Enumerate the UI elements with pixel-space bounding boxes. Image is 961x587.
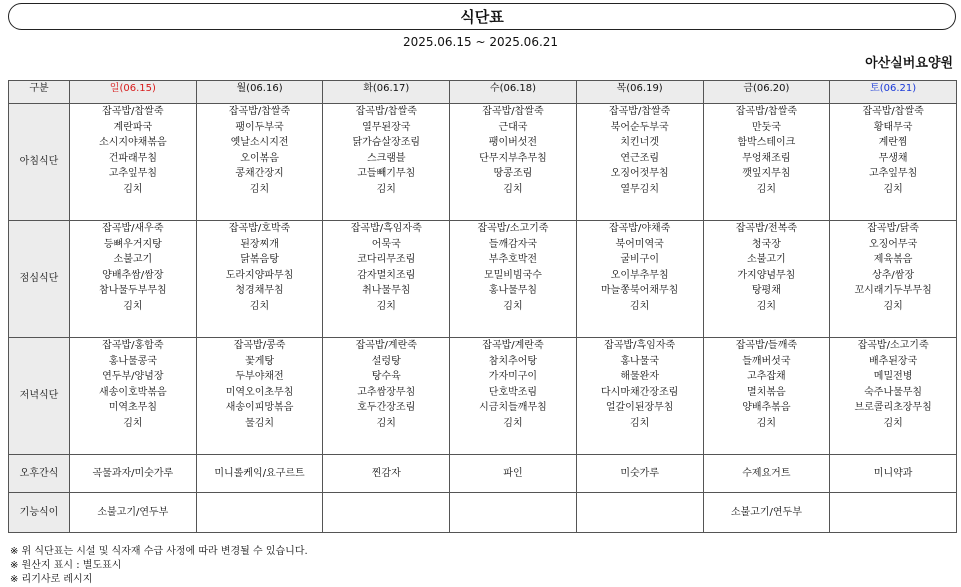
menu-item: 홍나물무침: [488, 285, 538, 296]
header-row: [9, 81, 957, 104]
day-header-sun: 일(06.15): [70, 81, 197, 104]
organization-name: 아산실버요양원: [865, 56, 953, 71]
menu-item: 잡곡밥/소고기죽: [857, 340, 929, 351]
menu-item: 양배추쌈/쌈장: [102, 269, 164, 281]
menu-cell: [703, 221, 830, 338]
menu-item: 스크램블: [366, 152, 406, 164]
menu-item: 파인: [503, 467, 523, 479]
menu-item: 꽃게탕: [245, 355, 275, 367]
menu-item: 홍나물국: [620, 355, 659, 367]
menu-cell: [450, 338, 577, 455]
menu-item: 얼갈이된장무침: [605, 402, 674, 413]
dinner-row: [9, 338, 957, 455]
menu-item: 건파래무침: [108, 152, 157, 164]
menu-item: 김치: [376, 417, 396, 429]
menu-item: 오이부추무침: [610, 269, 669, 281]
menu-item: 김치: [123, 417, 143, 429]
menu-item: 북어미역국: [615, 238, 664, 250]
menu-item: 꼬시래기두부무침: [854, 285, 932, 296]
menu-item: 고추잎무침: [868, 168, 918, 179]
menu-item: 소시지야채볶음: [99, 137, 167, 148]
row-label: 저녁식단: [9, 338, 70, 455]
menu-cell: [323, 338, 450, 455]
menu-item: 잡곡밥/찹쌀죽: [355, 106, 417, 117]
menu-item: 땅콩조림: [493, 168, 533, 179]
breakfast-row: [9, 104, 957, 221]
footnotes: [10, 545, 308, 587]
menu-item: 가지양념무침: [737, 269, 796, 281]
menu-item: 김치: [756, 417, 777, 429]
menu-item: 수제요거트: [742, 467, 791, 479]
menu-item: 청경채무침: [235, 285, 284, 296]
menu-item: 된장찌개: [240, 238, 279, 250]
menu-item: 김치: [249, 183, 270, 195]
row-label: 오후간식: [9, 455, 70, 493]
menu-cell: [196, 338, 323, 455]
menu-cell: [830, 221, 957, 338]
menu-item: 미니약과: [873, 467, 913, 479]
menu-item: 가자미구이: [488, 371, 538, 382]
menu-item: 잡곡밥/찹쌀죽: [735, 106, 798, 117]
page-title: 식단표: [460, 8, 504, 26]
menu-item: 새송이호박볶음: [99, 386, 167, 398]
menu-item: 굴비구이: [620, 254, 659, 265]
menu-item: 들깨버섯국: [742, 355, 791, 367]
menu-cell: [323, 493, 450, 533]
menu-item: 배추된장국: [868, 355, 918, 367]
menu-item: 무엉채조림: [742, 152, 791, 164]
menu-item: 잡곡밥/찹쌀죽: [862, 106, 924, 117]
menu-item: 잡곡밥/찹쌀죽: [608, 106, 671, 117]
menu-item: 김치: [883, 300, 903, 312]
menu-cell: [196, 493, 323, 533]
menu-item: 감자멸치조림: [357, 269, 416, 281]
menu-cell: [450, 104, 577, 221]
meal-menu-table: [8, 80, 957, 533]
menu-title-box: [8, 3, 956, 30]
menu-cell: [576, 493, 703, 533]
menu-item: 참치추어탕: [488, 355, 538, 367]
menu-cell: [830, 104, 957, 221]
menu-cell: [323, 455, 450, 493]
menu-item: 곡물과자/미숫가루: [92, 467, 174, 479]
menu-item: 단무지부추무침: [479, 152, 547, 164]
menu-item: 해물완자: [620, 371, 659, 382]
menu-item: 잡곡밥/흑임자죽: [604, 340, 676, 351]
menu-cell: [196, 221, 323, 338]
menu-item: 모밀비빔국수: [483, 269, 542, 281]
menu-item: 잡곡밥/홍합죽: [102, 340, 164, 351]
menu-item: 미니롤케익/요구르트: [214, 467, 305, 479]
menu-cell: [450, 493, 577, 533]
menu-item: 열무김치: [620, 183, 659, 195]
menu-item: 김치: [630, 417, 650, 429]
menu-item: 김치: [630, 300, 650, 312]
menu-item: 잡곡밥/콩죽: [233, 340, 286, 351]
menu-cell: [70, 493, 197, 533]
date-range: 2025.06.15 ~ 2025.06.21: [402, 35, 559, 49]
menu-item: 어묵국: [371, 238, 401, 250]
menu-item: 김치: [123, 300, 143, 312]
menu-item: 미숫가루: [620, 467, 659, 479]
menu-item: 오징어무국: [868, 238, 918, 250]
menu-item: 김치: [503, 183, 523, 195]
menu-cell: [70, 338, 197, 455]
menu-item: 단호박조림: [488, 386, 538, 398]
menu-item: 잡곡밥/계란죽: [355, 340, 417, 351]
menu-cell: [323, 104, 450, 221]
row-label: 아침식단: [9, 104, 70, 221]
menu-item: 잡곡밥/닭죽: [867, 223, 919, 234]
menu-item: 잡곡밥/야채죽: [608, 223, 671, 234]
menu-item: 만둣국: [751, 121, 781, 133]
menu-item: 물김치: [245, 417, 275, 429]
menu-item: 다시마채간장조림: [601, 386, 679, 398]
menu-item: 미역오이초무침: [225, 386, 294, 398]
footnote-3: ※ 리기사로 레시지: [10, 574, 93, 585]
menu-cell: [576, 104, 703, 221]
menu-item: 들깨감자국: [488, 238, 538, 250]
menu-item: 계란찜: [878, 137, 908, 148]
menu-item: 북어순두부국: [610, 121, 669, 133]
menu-item: 홍나물콩국: [108, 355, 157, 367]
menu-cell: [703, 493, 830, 533]
menu-item: 계란파국: [113, 121, 153, 133]
menu-item: 김치: [503, 300, 523, 312]
header-label: 구분: [9, 81, 70, 104]
menu-item: 메밀전병: [873, 371, 913, 382]
menu-item: 취나물무침: [362, 285, 411, 296]
menu-item: 미역초무침: [108, 402, 157, 413]
day-header-thu: 목(06.19): [576, 81, 703, 104]
menu-item: 숙주나물무침: [864, 386, 923, 398]
menu-cell: [70, 455, 197, 493]
menu-item: 멸치볶음: [747, 386, 786, 398]
menu-item: 잡곡밥/계란죽: [482, 340, 544, 351]
day-header-fri: 금(06.20): [703, 81, 830, 104]
menu-item: 소불고기: [113, 254, 153, 265]
menu-item: 잡곡밥/소고기죽: [477, 223, 549, 234]
menu-item: 닭가슴살장조림: [352, 137, 421, 148]
menu-item: 근대국: [498, 121, 528, 133]
menu-cell: [576, 455, 703, 493]
menu-item: 옛날소시지전: [230, 137, 289, 148]
menu-item: 열무된장국: [362, 121, 411, 133]
footnote-2: ※ 원산지 표시 : 별도표시: [10, 560, 122, 571]
menu-item: 김치: [756, 183, 777, 195]
day-header-tue: 화(06.17): [323, 81, 450, 104]
menu-item: 상추/쌈장: [872, 269, 915, 281]
menu-item: 잡곡밥/찹쌀죽: [102, 106, 164, 117]
menu-item: 잡곡밥/호박죽: [228, 223, 291, 234]
menu-item: 부추호박전: [488, 254, 538, 265]
menu-item: 제육볶음: [873, 254, 913, 265]
menu-item: 잡곡밥/새우죽: [102, 223, 164, 234]
menu-cell: [196, 455, 323, 493]
menu-item: 고추잎무침: [108, 168, 157, 179]
menu-item: 양배추볶음: [742, 402, 791, 413]
lunch-row: [9, 221, 957, 338]
menu-item: 소불고기: [747, 254, 786, 265]
menu-item: 김치: [376, 300, 396, 312]
menu-item: 잡곡밥/전복죽: [735, 223, 798, 234]
menu-cell: [830, 455, 957, 493]
menu-item: 치킨너겟: [620, 137, 659, 148]
menu-item: 호두간장조림: [357, 402, 416, 413]
menu-item: 잡곡밥/흑임자죽: [350, 223, 422, 234]
menu-item: 찐감자: [371, 467, 401, 479]
menu-cell: [576, 221, 703, 338]
menu-cell: [450, 221, 577, 338]
day-header-sat: 토(06.21): [830, 81, 957, 104]
menu-item: 함박스테이크: [737, 137, 796, 148]
menu-cell: [703, 455, 830, 493]
menu-cell: [830, 493, 957, 533]
menu-cell: [703, 338, 830, 455]
menu-item: 소불고기/연두부: [730, 506, 802, 518]
day-header-wed: 수(06.18): [450, 81, 577, 104]
menu-cell: [450, 455, 577, 493]
day-header-mon: 월(06.16): [196, 81, 323, 104]
menu-item: 시금치들깨무침: [479, 402, 547, 413]
menu-cell: [323, 221, 450, 338]
row-label: 점심식단: [9, 221, 70, 338]
menu-item: 연두부/양념장: [102, 371, 164, 382]
row-label: 기능식이: [9, 493, 70, 533]
menu-item: 황태무국: [873, 121, 913, 133]
menu-item: 잡곡밥/들깨죽: [735, 340, 798, 351]
menu-item: 김치: [503, 417, 523, 429]
menu-item: 브로콜리초장무침: [854, 402, 932, 413]
menu-item: 김치: [756, 300, 777, 312]
menu-cell: [830, 338, 957, 455]
menu-item: 무생채: [878, 152, 908, 164]
snack-row: [9, 455, 957, 493]
menu-item: 고추쌈장무침: [357, 386, 416, 398]
menu-item: 탕평채: [751, 285, 781, 296]
menu-item: 김치: [123, 183, 143, 195]
menu-cell: [703, 104, 830, 221]
menu-item: 콩채간장지: [235, 168, 284, 179]
menu-item: 도라지양파무침: [225, 269, 294, 281]
menu-item: 소불고기/연두부: [97, 506, 169, 518]
menu-cell: [196, 104, 323, 221]
menu-item: 청국장: [751, 238, 781, 250]
menu-item: 김치: [883, 183, 903, 195]
menu-item: 오이볶음: [240, 152, 279, 164]
menu-item: 팽이버섯전: [488, 137, 538, 148]
menu-item: 김치: [883, 417, 903, 429]
menu-item: 고추잡채: [747, 371, 786, 382]
menu-item: 깻잎지무침: [742, 168, 791, 179]
menu-item: 김치: [376, 183, 396, 195]
menu-cell: [70, 104, 197, 221]
menu-item: 두부야채전: [235, 371, 284, 382]
menu-item: 잡곡밥/찹쌀죽: [482, 106, 544, 117]
menu-item: 코다리무조림: [357, 254, 416, 265]
menu-item: 오징어젓무침: [610, 168, 669, 179]
menu-item: 탕수육: [371, 371, 401, 382]
footnote-1: ※ 위 식단표는 시설 및 식자재 수급 사정에 따라 변경될 수 있습니다.: [10, 546, 308, 557]
menu-item: 등뼈우거지탕: [103, 238, 162, 250]
menu-item: 닭볶음탕: [240, 254, 279, 265]
menu-item: 마늘쫑북어채무침: [601, 285, 679, 296]
menu-item: 고들빼기무침: [357, 168, 416, 179]
functional-diet-row: [9, 493, 957, 533]
menu-item: 설렁탕: [371, 355, 401, 367]
menu-item: 잡곡밥/찹쌀죽: [228, 106, 291, 117]
menu-cell: [576, 338, 703, 455]
menu-item: 팽이두부국: [235, 121, 284, 133]
menu-item: 새송이피망볶음: [225, 402, 294, 413]
menu-item: 김치: [249, 300, 270, 312]
menu-item: 참나물두부무침: [99, 285, 167, 296]
menu-cell: [70, 221, 197, 338]
menu-item: 연근조림: [620, 152, 659, 164]
